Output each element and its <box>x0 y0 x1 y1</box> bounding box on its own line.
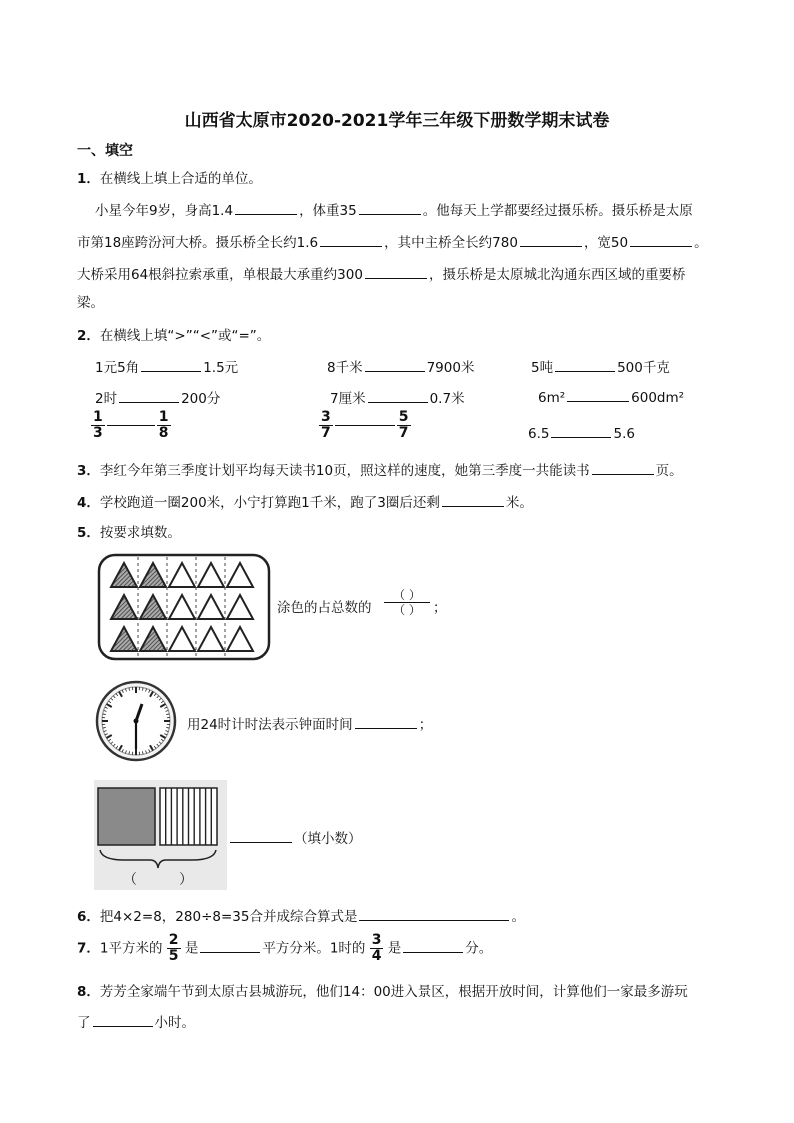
fraction: $\frac{2}{5}$ <box>168 932 179 964</box>
triangle <box>198 595 224 619</box>
triangle <box>227 563 253 587</box>
fraction: $\frac{3}{7}$ <box>321 409 331 441</box>
answer-blank[interactable] <box>630 232 692 247</box>
shaded-triangle <box>140 563 166 587</box>
shaded-triangle <box>140 595 166 619</box>
answer-blank[interactable] <box>359 200 421 215</box>
fraction-answer-blank[interactable]: （ ） （ ） <box>384 588 430 617</box>
answer-blank[interactable] <box>567 387 629 402</box>
question-8-line-2: 了 小时。 <box>77 1011 195 1031</box>
answer-blank[interactable] <box>365 264 427 279</box>
compare-item <box>319 410 411 441</box>
triangle <box>198 627 224 651</box>
answer-blank[interactable] <box>442 492 504 507</box>
answer-blank[interactable] <box>335 425 395 426</box>
shaded-triangle <box>111 627 137 651</box>
question-5-prompt: 5．按要求填数。 <box>77 525 181 541</box>
answer-blank[interactable] <box>107 425 155 426</box>
answer-blank[interactable] <box>403 938 463 953</box>
triangle <box>227 595 253 619</box>
compare-item: 2时 200分 <box>95 387 220 407</box>
fraction: $\frac{3}{4}$ <box>371 932 382 964</box>
fraction: $\frac{1}{3}$ <box>93 409 103 441</box>
answer-blank[interactable] <box>320 232 382 247</box>
question-8: 8．芳芳全家端午节到太原古县城游玩，他们14：00进入景区，根据开放时间，计算他们一家最多游玩 <box>77 984 688 1000</box>
compare-item <box>91 410 171 441</box>
clock-figure <box>95 678 177 764</box>
page-title: 山西省太原市2020-2021学年三年级下册数学期末试卷 <box>184 111 610 131</box>
compare-item: 7厘米 0.7米 <box>330 387 465 407</box>
triangle <box>169 595 195 619</box>
question-1-line-1: 小星今年9岁，身高1.4 ，体重35 。他每天上学都要经过摄乐桥。摄乐桥是太原 <box>95 199 693 219</box>
q5-clock-text: 用24时计时法表示钟面时间 ； <box>187 713 432 733</box>
triangle <box>169 563 195 587</box>
compare-item: 8千米 7900米 <box>327 356 474 376</box>
compare-item: 5吨 500千克 <box>531 356 670 376</box>
shaded-triangle <box>111 563 137 587</box>
section-heading: 一、填空 <box>77 143 133 159</box>
decimal-square-figure <box>94 780 227 890</box>
answer-blank[interactable] <box>368 388 428 403</box>
triangle <box>227 627 253 651</box>
question-1-line-3: 大桥采用64根斜拉索承重，单根最大承重约300 ，摄乐桥是太原城北沟通东西区域的重要桥 <box>77 263 685 283</box>
question-6: 6．把4×2=8，280÷8=35合并成综合算式是 。 <box>77 905 525 925</box>
compare-item: 6.5 5.6 <box>528 423 635 442</box>
q5-shaded-fraction-text: 涂色的占总数的 <box>277 600 372 616</box>
triangle-grid-figure <box>97 553 271 661</box>
question-1-line-2: 市第18座跨汾河大桥。摄乐桥全长约1.6 ，其中主桥全长约780 ，宽50 。 <box>77 231 708 251</box>
answer-blank[interactable] <box>235 200 297 215</box>
answer-blank[interactable] <box>200 938 260 953</box>
answer-blank[interactable] <box>230 828 292 843</box>
question-7: 7．1平方米的 $\frac{2}{5}$ 是 平方分米。1时的 $\frac{3}{4}$ 是 分。 <box>77 932 493 964</box>
shaded-triangle <box>111 595 137 619</box>
answer-blank[interactable] <box>359 906 509 921</box>
question-3: 3．李红今年第三季度计划平均每天读书10页，照这样的速度，她第三季度一共能读书 页。 <box>77 459 683 479</box>
answer-blank[interactable] <box>555 357 615 372</box>
answer-blank[interactable] <box>355 714 417 729</box>
triangle <box>169 627 195 651</box>
compare-item: 1元5角 1.5元 <box>95 356 238 376</box>
full-square <box>98 788 155 845</box>
answer-blank[interactable] <box>520 232 582 247</box>
answer-blank[interactable] <box>592 460 654 475</box>
answer-blank[interactable] <box>551 423 611 438</box>
question-1-prompt: 1．在横线上填上合适的单位。 <box>77 171 262 187</box>
triangle <box>198 563 224 587</box>
brace-answer-paren: （ ） <box>123 872 193 888</box>
question-1-line-4: 梁。 <box>77 295 104 311</box>
question-2-prompt: 2．在横线上填“>”“<”或“=”。 <box>77 328 271 344</box>
answer-blank[interactable] <box>119 388 179 403</box>
question-4: 4．学校跑道一圈200米，小宁打算跑1千米，跑了3圈后还剩 米。 <box>77 491 533 511</box>
q5-decimal-text: （填小数） <box>228 827 362 847</box>
fraction: $\frac{1}{8}$ <box>158 409 169 441</box>
answer-blank[interactable] <box>365 357 425 372</box>
answer-blank[interactable] <box>141 357 201 372</box>
fraction: $\frac{5}{7}$ <box>398 409 409 441</box>
answer-blank[interactable] <box>93 1012 153 1027</box>
compare-item: 6m² 600dm² <box>538 387 684 406</box>
shaded-triangle <box>140 627 166 651</box>
semicolon: ； <box>433 600 447 616</box>
